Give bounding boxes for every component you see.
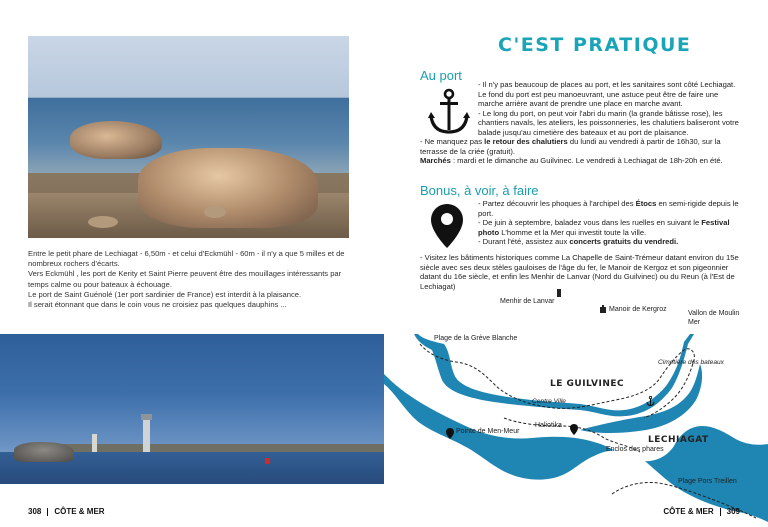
folio-left: [28, 507, 105, 516]
bold-run: le retour des chalutiers: [484, 137, 568, 146]
map-label-enclos: Enclos des phares: [606, 446, 664, 453]
haliotika-pin-icon: [570, 424, 578, 435]
map-label-manoir: Manoir de Kergroz: [609, 306, 667, 313]
bold-run: Marchés: [420, 156, 451, 166]
port-paragraph-1: - Il n'y pas beaucoup de places au port, et les sanitaires sont côté Lechiagat. Le fond du port est peu manoeuvrant, une astuce peut être de faire une marche arrière avant de prendre une place en marche avant.: [478, 80, 736, 109]
map-label-plage2: Plage Pors Treillen: [678, 478, 737, 485]
page-number: 309: [726, 507, 740, 516]
photo-rocks: [14, 442, 74, 462]
photo-pebble: [204, 206, 226, 218]
map-label-guilvinec: LE GUILVINEC: [550, 379, 625, 389]
map-label-menhir: Menhir de Lanvar: [500, 298, 555, 305]
photo-rock-small: [70, 121, 162, 159]
text-run: du lundi au vendredi à partir de 16h30, sur la terrasse de la criée (gratuit).: [420, 137, 721, 156]
bonus-paragraph-1: [478, 199, 744, 218]
folio-separator: [47, 508, 48, 516]
text-run: - Ne manquez pas: [420, 137, 485, 146]
bold-run: Étocs: [635, 199, 657, 208]
eckmuhl-lighthouse: [143, 418, 150, 452]
section-bonus-text-full: [420, 253, 745, 291]
bonus-paragraph-2: [478, 218, 744, 237]
lighthouse-photo: [0, 334, 384, 484]
caption-line: Le port de Saint Guénolé (1er port sardinier de France) est interdit à la plaisance.: [28, 289, 302, 299]
manor-icon: [599, 305, 607, 313]
section-port-text-full: [420, 137, 745, 166]
section-heading-port: Au port: [420, 68, 462, 83]
port-anchor-icon: [646, 396, 655, 406]
folio-title: CÔTE & MER: [663, 507, 714, 516]
bonus-paragraph-3: [478, 237, 744, 247]
photo-rock-large: [138, 148, 318, 228]
text-run: en semi-rigide depuis le port.: [478, 199, 739, 218]
section-port-text: [478, 80, 744, 138]
text-run: L'homme et la Mer qui investit toute la ville.: [499, 227, 647, 237]
section-bonus-text: [478, 199, 744, 247]
small-lighthouse: [92, 434, 97, 452]
text-run: - Durant l'été, assistez aux: [478, 237, 570, 247]
menhir-icon: [555, 289, 563, 297]
red-buoy: [265, 458, 270, 464]
map-label-plage: Plage de la Grève Blanche: [434, 335, 518, 342]
map-label-lechiagat: LECHIAGAT: [648, 435, 709, 445]
bold-run: concerts gratuits du vendredi.: [569, 237, 679, 247]
page-number: 308: [28, 507, 42, 516]
caption-line: Entre le petit phare de Lechiagat - 6,50m - et celui d'Eckmühl - 60m - il n'y a que 5 milles et de nombreux rochers d'écarts.: [28, 249, 345, 269]
text-run: : mardi et le dimanche au Guilvinec. Le vendredi à Lechiagat de 18h-20h en été.: [450, 156, 723, 166]
map-label-cimetiere: Cimetière des bateaux: [658, 359, 724, 366]
port-paragraph-3: [420, 137, 745, 156]
map-label-pointe: Pointe de Men-Meur: [456, 428, 520, 435]
map-label-vallon: Vallon de Moulin Mer: [688, 310, 740, 326]
map-label-centre: Centre Ville: [532, 398, 566, 405]
bold-run: Festival photo: [478, 218, 730, 237]
folio-right: [663, 507, 740, 516]
photo-pebble: [88, 216, 118, 228]
folio-separator: [720, 508, 721, 516]
caption-line: Vers Eckmühl , les port de Kerity et Saint Pierre peuvent être des mouillages intéressants par temps calme ou pour bateaux à échouage.: [28, 269, 342, 289]
page-title: C'EST PRATIQUE: [498, 34, 692, 56]
port-paragraph-4: [420, 156, 745, 166]
area-map: [384, 334, 768, 527]
bonus-paragraph-4: - Visitez les bâtiments historiques comme La Chapelle de Saint-Trémeur datant environ du 15e siècle avec ses deux stèles gauloises de l'âge du fer, le Manoir de Kergoz et son pigeonnier datant du 16e siècle, et enfin les Menhir de Lanvar (Nord du Guilvinec) ou du Reun (à l'Est de Lechiagat): [420, 253, 739, 291]
caption-line: Il serait étonnant que dans le coin vous ne croisiez pas quelques dauphins ...: [28, 300, 287, 310]
left-caption: [28, 249, 358, 310]
coastal-rocks-photo: [28, 36, 349, 238]
section-heading-bonus: Bonus, à voir, à faire: [420, 183, 539, 198]
port-paragraph-2: - Le long du port, on peut voir l'abri du marin (la grande bâtisse rose), les chantiers navals, les ateliers, les poissonneries, les chalutiers baliseront votre balade jusqu'au cimetière des bateaux et au port de plaisance.: [478, 108, 739, 137]
text-run: - Partez découvrir les phoques à l'archipel des: [478, 199, 636, 208]
lighthouse-lantern: [141, 414, 152, 420]
map-pin-icon: [430, 203, 464, 249]
anchor-icon: [427, 88, 471, 136]
folio-title: CÔTE & MER: [54, 507, 105, 516]
map-label-haliotika: Haliotika: [535, 422, 562, 429]
text-run: - De juin à septembre, baladez vous dans les ruelles en suivant le: [478, 218, 702, 228]
pointe-pin-icon: [446, 428, 454, 439]
